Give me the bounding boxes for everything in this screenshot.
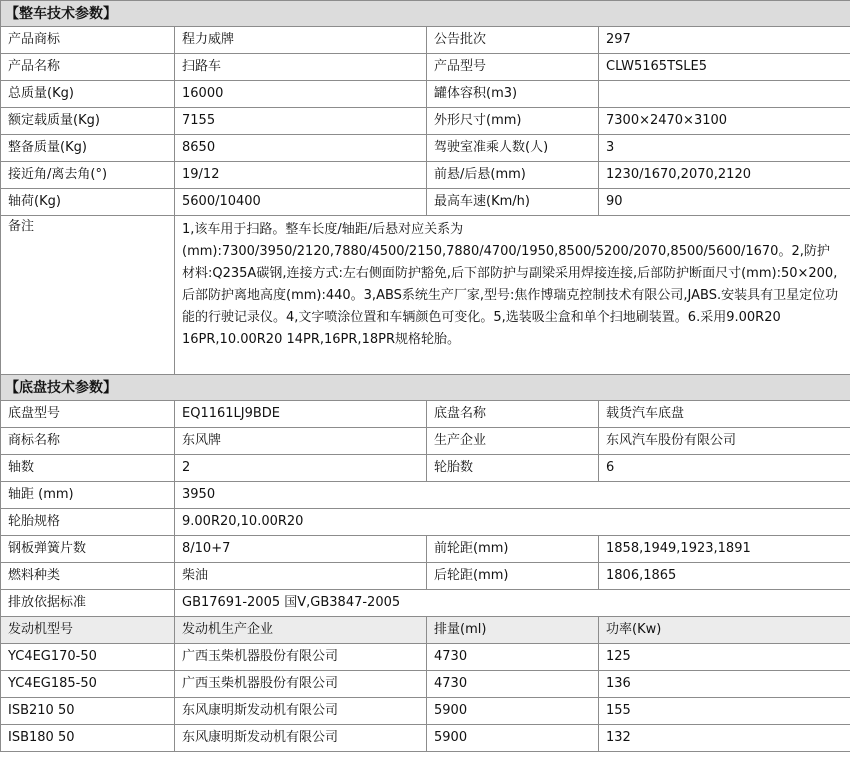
value-cell: 柴油 [175,563,427,590]
label-cell: ISB180 50 [1,725,175,752]
label-cell: 4730 [427,671,599,698]
engine-header-row [1,617,850,644]
value-cell: 8/10+7 [175,536,427,563]
value-cell: 7155 [175,108,427,135]
table-row [1,27,850,54]
section-title-vehicle: 【整车技术参数】 [1,1,850,27]
value-cell: 6 [599,455,850,482]
value-cell: 9.00R20,10.00R20 [175,509,850,536]
section-header-chassis [1,375,850,401]
label-cell: 4730 [427,644,599,671]
label-cell: 商标名称 [1,428,175,455]
table-row [1,428,850,455]
label-cell: 后轮距(mm) [427,563,599,590]
value-cell: 3950 [175,482,850,509]
table-row [1,401,850,428]
value-cell: 132 [599,725,850,752]
label-cell: 产品型号 [427,54,599,81]
label-cell: 底盘名称 [427,401,599,428]
label-cell: 排放依据标准 [1,590,175,617]
value-cell: 136 [599,671,850,698]
label-cell: 轴数 [1,455,175,482]
label-cell: YC4EG185-50 [1,671,175,698]
value-cell: 程力威牌 [175,27,427,54]
section-header-vehicle [1,1,850,27]
value-cell: 载货汽车底盘 [599,401,850,428]
label-cell: 产品名称 [1,54,175,81]
value-cell: 2 [175,455,427,482]
column-header: 发动机生产企业 [175,617,427,644]
label-cell: 轴荷(Kg) [1,189,175,216]
label-cell: 罐体容积(m3) [427,81,599,108]
value-cell [599,81,850,108]
table-row [1,644,850,671]
table-row [1,81,850,108]
label-cell: ISB210 50 [1,698,175,725]
value-cell: 297 [599,27,850,54]
table-row [1,482,850,509]
value-cell: 东风牌 [175,428,427,455]
value-cell: 90 [599,189,850,216]
table-row [1,671,850,698]
table-row [1,698,850,725]
table-row [1,725,850,752]
value-cell: 3 [599,135,850,162]
value-cell: 东风康明斯发动机有限公司 [175,698,427,725]
table-row [1,509,850,536]
table-row [1,108,850,135]
label-cell: 前悬/后悬(mm) [427,162,599,189]
table-row [1,162,850,189]
value-cell: CLW5165TSLE5 [599,54,850,81]
section-title-chassis: 【底盘技术参数】 [1,375,850,401]
remark-text: 1,该车用于扫路。整车长度/轴距/后悬对应关系为(mm):7300/3950/2120,7880/4500/2150,7880/4700/1950,8500/5200/2070,8500/5600/1670。2,防护材料:Q235A碳钢,连接方式:左右侧面防护豁免,后下部防护与副梁采用焊接连接,后部防护断面尺寸(mm):50×200,后部防护离地高度(mm):440。3,ABS系统生产厂家,型号:焦作博瑞克控制技术有限公司,JABS.安装具有卫星定位功能的行驶记录仪。4,文字喷涂位置和车辆颜色可变化。5,选装吸尘盒和单个扫地刷装置。6.采用9.00R20 16PR,10.00R20 14PR,16PR,18PR规格轮胎。 [175,216,850,375]
remark-row [1,216,850,375]
label-cell: 额定载质量(Kg) [1,108,175,135]
label-cell: 驾驶室准乘人数(人) [427,135,599,162]
label-cell: 轴距 (mm) [1,482,175,509]
table-row [1,135,850,162]
label-cell: 5900 [427,725,599,752]
label-cell: 轮胎规格 [1,509,175,536]
value-cell: 125 [599,644,850,671]
value-cell: 1858,1949,1923,1891 [599,536,850,563]
value-cell: 广西玉柴机器股份有限公司 [175,671,427,698]
label-cell: YC4EG170-50 [1,644,175,671]
remark-label: 备注 [1,216,175,375]
value-cell: 东风汽车股份有限公司 [599,428,850,455]
label-cell: 公告批次 [427,27,599,54]
table-row [1,455,850,482]
value-cell: 广西玉柴机器股份有限公司 [175,644,427,671]
label-cell: 燃料种类 [1,563,175,590]
value-cell: EQ1161LJ9BDE [175,401,427,428]
table-row [1,590,850,617]
label-cell: 整备质量(Kg) [1,135,175,162]
label-cell: 最高车速(Km/h) [427,189,599,216]
value-cell: 1806,1865 [599,563,850,590]
label-cell: 5900 [427,698,599,725]
value-cell: 8650 [175,135,427,162]
value-cell: 扫路车 [175,54,427,81]
label-cell: 生产企业 [427,428,599,455]
column-header: 发动机型号 [1,617,175,644]
value-cell: 1230/1670,2070,2120 [599,162,850,189]
table-row [1,536,850,563]
table-row [1,563,850,590]
value-cell: 7300×2470×3100 [599,108,850,135]
label-cell: 产品商标 [1,27,175,54]
label-cell: 总质量(Kg) [1,81,175,108]
label-cell: 前轮距(mm) [427,536,599,563]
label-cell: 轮胎数 [427,455,599,482]
label-cell: 外形尺寸(mm) [427,108,599,135]
table-row [1,189,850,216]
label-cell: 底盘型号 [1,401,175,428]
value-cell: 东风康明斯发动机有限公司 [175,725,427,752]
value-cell: 16000 [175,81,427,108]
value-cell: GB17691-2005 国Ⅴ,GB3847-2005 [175,590,850,617]
label-cell: 接近角/离去角(°) [1,162,175,189]
column-header: 排量(ml) [427,617,599,644]
value-cell: 155 [599,698,850,725]
table-row [1,54,850,81]
value-cell: 5600/10400 [175,189,427,216]
column-header: 功率(Kw) [599,617,850,644]
label-cell: 钢板弹簧片数 [1,536,175,563]
value-cell: 19/12 [175,162,427,189]
